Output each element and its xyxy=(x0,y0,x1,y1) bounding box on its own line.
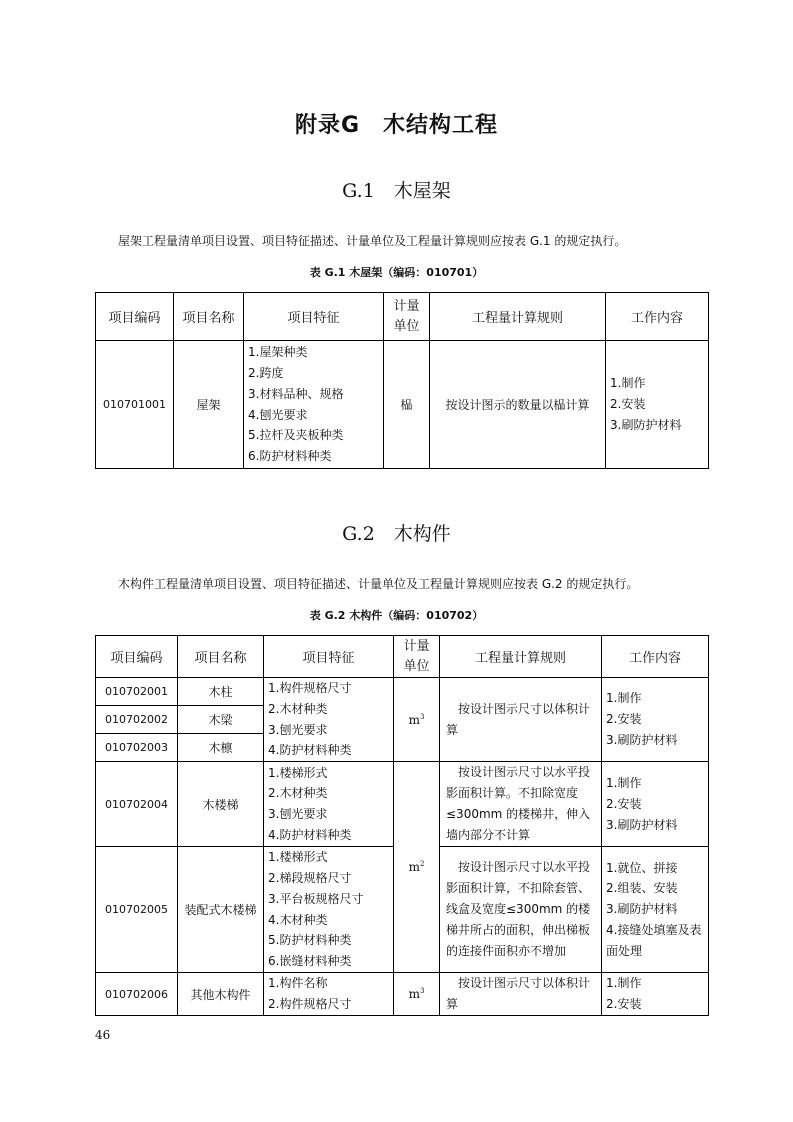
item-work: 1.制作 2.安装 3.刷防护材料 xyxy=(602,762,709,847)
item-rule: 按设计图示尺寸以体积计算 xyxy=(440,678,602,762)
section-intro-g2: 木构件工程量清单项目设置、项目特征描述、计量单位及工程量计算规则应按表 G.2 的规定执行。 xyxy=(118,577,639,591)
header-features: 项目特征 xyxy=(264,636,394,678)
item-unit: $m^3$ xyxy=(394,678,440,762)
table-header-row xyxy=(96,293,709,341)
table-header-row xyxy=(96,636,709,678)
item-features: 1.构件名称 2.构件规格尺寸 xyxy=(264,973,394,1016)
item-name: 装配式木楼梯 xyxy=(178,847,264,973)
table-g2 xyxy=(95,635,709,1016)
item-work: 1.制作 2.安装 xyxy=(602,973,709,1016)
page-number: 46 xyxy=(95,1028,111,1042)
item-code: 010702001 xyxy=(96,678,178,706)
header-rule: 工程量计算规则 xyxy=(430,293,606,341)
table-caption-g1: 表 G.1 木屋架（编码：010701） xyxy=(309,266,484,279)
item-features: 1.构件规格尺寸 2.木材种类 3.刨光要求 4.防护材料种类 xyxy=(264,678,394,762)
item-features: 1.屋架种类 2.跨度 3.材料品种、规格 4.刨光要求 5.拉杆及夹板种类 6.防护材料种类 xyxy=(244,341,384,469)
item-rule: 按设计图示尺寸以水平投影面积计算，不扣除套管、线盒及宽度≤300mm 的楼梯井所占的面积，伸出梯板的连接件面积亦不增加 xyxy=(440,847,602,973)
header-rule: 工程量计算规则 xyxy=(440,636,602,678)
header-name: 项目名称 xyxy=(178,636,264,678)
item-code: 010702002 xyxy=(96,706,178,734)
item-rule: 按设计图示尺寸以水平投影面积计算。不扣除宽度≤300mm 的楼梯井，伸入墙内部分不计算 xyxy=(440,762,602,847)
item-rule: 按设计图示的数量以榀计算 xyxy=(430,341,606,469)
item-code: 010702005 xyxy=(96,847,178,973)
item-rule: 按设计图示尺寸以体积计算 xyxy=(440,973,602,1016)
item-work: 1.制作 2.安装 3.刷防护材料 xyxy=(606,341,709,469)
item-code: 010702003 xyxy=(96,734,178,762)
header-features: 项目特征 xyxy=(244,293,384,341)
section-title-g2: G.2 木构件 xyxy=(342,523,451,545)
header-work: 工作内容 xyxy=(602,636,709,678)
page-title: 附录G 木结构工程 xyxy=(294,113,499,138)
item-features: 1.楼梯形式 2.木材种类 3.刨光要求 4.防护材料种类 xyxy=(264,762,394,847)
item-unit: $m^3$ xyxy=(394,973,440,1016)
table-row xyxy=(96,341,709,469)
item-work: 1.就位、拼接 2.组装、安装 3.刷防护材料 4.接缝处填塞及表面处理 xyxy=(602,847,709,973)
item-work: 1.制作 2.安装 3.刷防护材料 xyxy=(602,678,709,762)
item-unit: $m^2$ xyxy=(394,762,440,973)
header-code: 项目编码 xyxy=(96,293,174,341)
item-code: 010702004 xyxy=(96,762,178,847)
item-name: 木楼梯 xyxy=(178,762,264,847)
section-intro-g1: 屋架工程量清单项目设置、项目特征描述、计量单位及工程量计算规则应按表 G.1 的规定执行。 xyxy=(118,234,627,248)
item-name: 木梁 xyxy=(178,706,264,734)
header-name: 项目名称 xyxy=(174,293,244,341)
item-unit: 榀 xyxy=(384,341,430,469)
item-name: 木檩 xyxy=(178,734,264,762)
item-name: 其他木构件 xyxy=(178,973,264,1016)
table-caption-g2: 表 G.2 木构件（编码：010702） xyxy=(309,609,484,622)
header-work: 工作内容 xyxy=(606,293,709,341)
table-row xyxy=(96,678,709,706)
header-unit: 计量单位 xyxy=(384,293,430,341)
item-features: 1.楼梯形式 2.梯段规格尺寸 3.平台板规格尺寸 4.木材种类 5.防护材料种类 6.嵌缝材料种类 xyxy=(264,847,394,973)
item-code: 010701001 xyxy=(96,341,174,469)
header-code: 项目编码 xyxy=(96,636,178,678)
item-name: 屋架 xyxy=(174,341,244,469)
section-title-g1: G.1 木屋架 xyxy=(342,180,451,202)
table-row xyxy=(96,973,709,1016)
header-unit: 计量单位 xyxy=(394,636,440,678)
table-row xyxy=(96,762,709,847)
item-name: 木柱 xyxy=(178,678,264,706)
item-code: 010702006 xyxy=(96,973,178,1016)
table-g1 xyxy=(95,292,709,469)
